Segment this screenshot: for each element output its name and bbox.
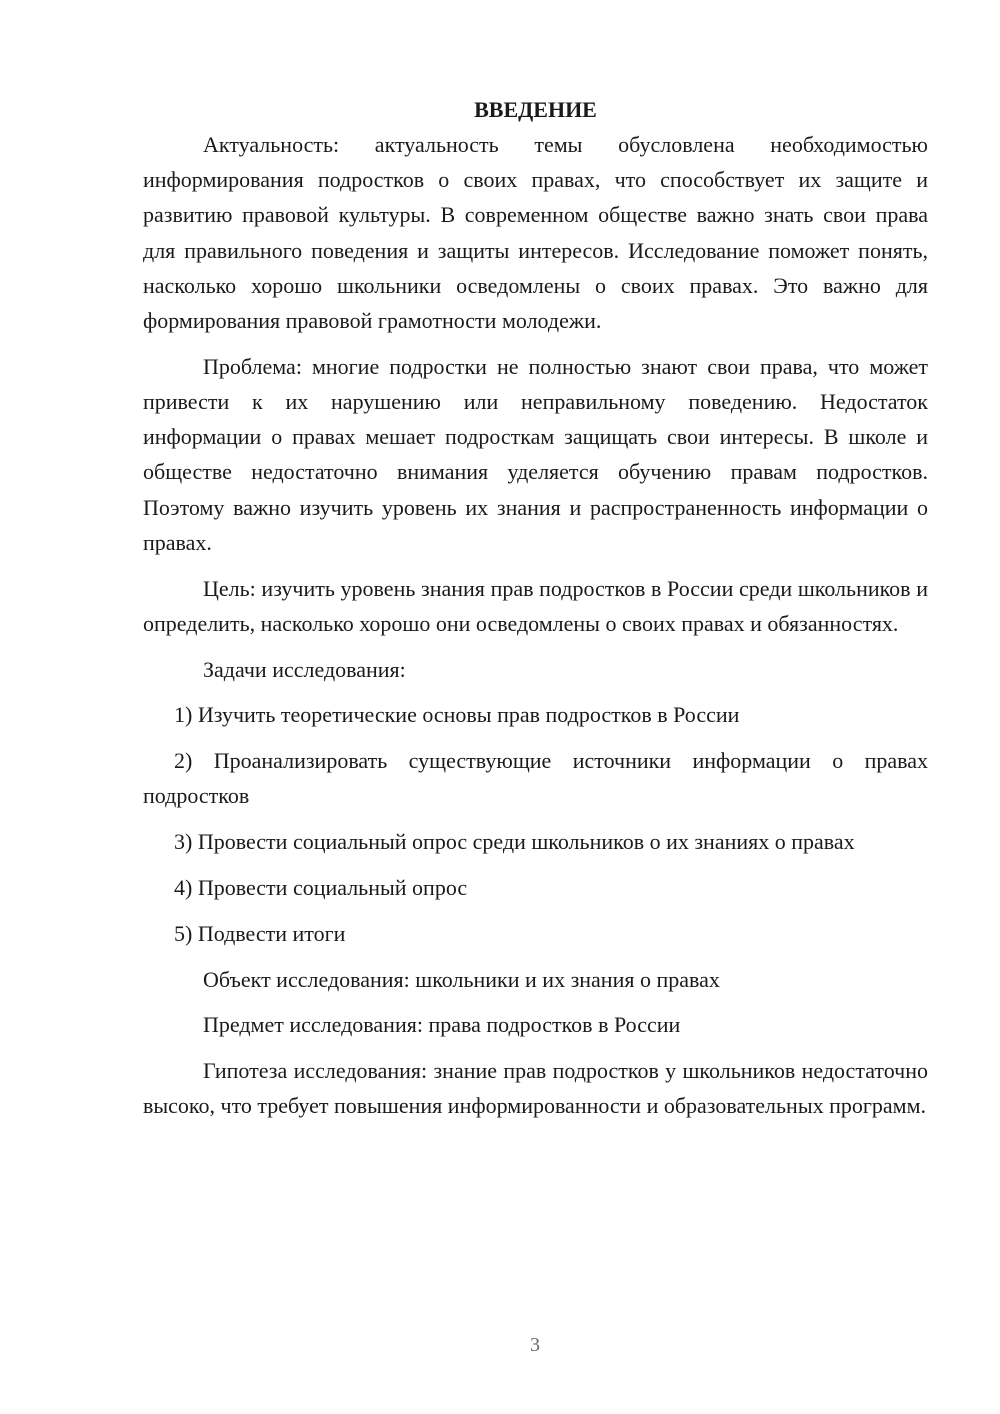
paragraph-problem: Проблема: многие подростки не полностью знают свои права, что может привести к их нарушению или неправильному поведению. Недостаток информации о правах мешает подросткам защищать свои интересы. В школе и обществе недостаточно внимания уделяется обучению правам подростков. Поэтому важно изучить уровень их знания и распространенность информации о правах. [143, 353, 928, 555]
paragraph-subject: Предмет исследования: права подростков в России [203, 1012, 681, 1038]
task-item-1: 1) Изучить теоретические основы прав подростков в России [174, 702, 740, 728]
paragraph-goal: Цель: изучить уровень знания прав подростков в России среди школьников и определить, насколько хорошо они осведомлены о своих правах и обязанностях. [143, 575, 928, 636]
section-heading: ВВЕДЕНИЕ [474, 97, 597, 122]
paragraph-object: Объект исследования: школьники и их знания о правах [203, 966, 720, 992]
paragraph-hypothesis: Гипотеза исследования: знание прав подростков у школьников недостаточно высоко, что требует повышения информированности и образовательных программ. [143, 1058, 928, 1119]
paragraph-tasks-title: Задачи исследования: [203, 656, 406, 682]
task-item-4: 4) Провести социальный опрос [174, 875, 468, 901]
page-number: 3 [530, 1334, 540, 1356]
paragraph-relevance: Актуальность: актуальность темы обусловлена необходимостью информирования подростков о своих правах, что способствует их защите и развитию правовой культуры. В современном обществе важно знать свои права для правильного поведения и защиты интересов. Исследование поможет понять, насколько хорошо школьники осведомлены о своих правах. Это важно для формирования правовой грамотности молодежи. [143, 132, 928, 334]
task-item-5: 5) Подвести итоги [174, 920, 346, 946]
task-item-3: 3) Провести социальный опрос среди школьников о их знаниях о правах [174, 829, 855, 855]
task-item-2: 2) Проанализировать существующие источники информации о правах подростков [143, 748, 928, 809]
document-page [143, 92, 928, 1124]
